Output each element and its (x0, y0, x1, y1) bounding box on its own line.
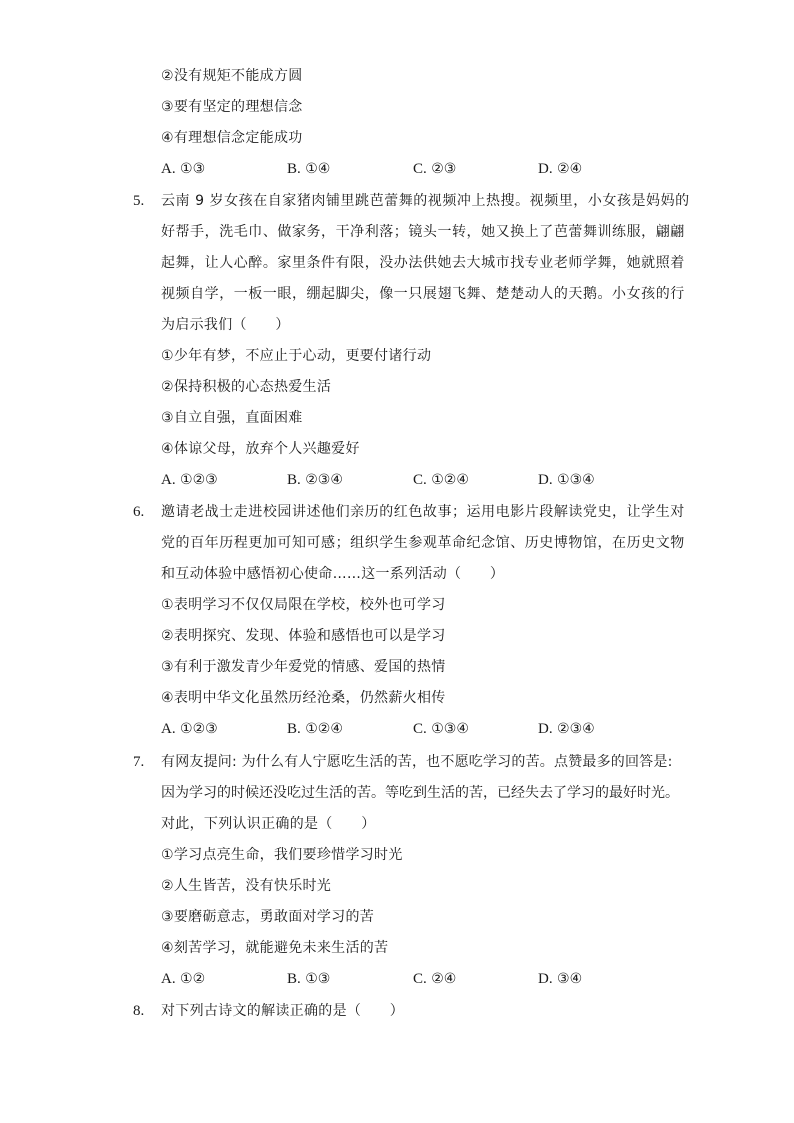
q6-options (161, 719, 641, 739)
q7-option-a[interactable]: A. ①② (161, 971, 206, 987)
q5-option-d[interactable]: D. ①③④ (538, 472, 595, 488)
q6-option-b[interactable]: B. ①②④ (287, 721, 343, 737)
q8-stem-line-1: 对下列古诗文的解读正确的是（ ） (161, 1003, 405, 1019)
q6-item-3: ③有利于激发青少年爱党的情感、爱国的热情 (161, 659, 446, 675)
q7-item-1: ①学习点亮生命，我们要珍惜学习时光 (161, 847, 403, 863)
q5-item-4: ④体谅父母，放弃个人兴趣爱好 (161, 441, 360, 457)
q7-option-d[interactable]: D. ③④ (538, 971, 583, 987)
q6-stem-line-1: 邀请老战士走进校园讲述他们亲历的红色故事；运用电影片段解读党史，让学生对 (161, 504, 685, 520)
q5-option-a[interactable]: A. ①②③ (161, 472, 218, 488)
q7-item-4: ④刻苦学习，就能避免未来生活的苦 (161, 940, 389, 956)
q6-option-d[interactable]: D. ②③④ (538, 721, 595, 737)
q7-number: 7. (133, 754, 145, 770)
q6-item-2: ②表明探究、发现、体验和感悟也可以是学习 (161, 628, 446, 644)
q6-option-c[interactable]: C. ①③④ (413, 721, 469, 737)
q5-stem-line-3: 起舞，让人心醉。家里条件有限，没办法供她去大城市找专业老师学舞，她就照着 (161, 255, 685, 271)
q5-stem-line-1: 云南 9 岁女孩在自家猪肉铺里跳芭蕾舞的视频冲上热搜。视频里，小女孩是妈妈的 (161, 193, 690, 209)
prev-option-d[interactable]: D. ②④ (538, 161, 583, 177)
prev-option-c[interactable]: C. ②③ (413, 161, 457, 177)
q6-item-4: ④表明中华文化虽然历经沧桑，仍然薪火相传 (161, 690, 446, 706)
prev-option-b[interactable]: B. ①④ (287, 161, 331, 177)
q5-stem-line-5: 为启示我们（ ） (161, 317, 290, 333)
q5-item-3: ③自立自强，直面困难 (161, 410, 303, 426)
prev-option-a[interactable]: A. ①③ (161, 161, 206, 177)
q5-option-b[interactable]: B. ②③④ (287, 472, 343, 488)
q7-options (161, 969, 641, 989)
q5-options (161, 470, 641, 490)
prev-options (161, 159, 641, 179)
prev-item-2: ②没有规矩不能成方圆 (161, 68, 303, 84)
q7-option-c[interactable]: C. ②④ (413, 971, 457, 987)
q6-option-a[interactable]: A. ①②③ (161, 721, 218, 737)
q5-number: 5. (133, 193, 145, 209)
q5-stem-line-2: 好帮手，洗毛巾、做家务，干净利落；镜头一转，她又换上了芭蕾舞训练服，翩翩 (161, 224, 685, 240)
q6-item-1: ①表明学习不仅仅局限在学校，校外也可学习 (161, 597, 446, 613)
q7-stem-line-3: 对此，下列认识正确的是（ ） (161, 816, 376, 832)
q5-stem-line-4: 视频自学，一板一眼，绷起脚尖，像一只展翅飞舞、楚楚动人的天鹅。小女孩的行 (161, 286, 685, 302)
q5-item-1: ①少年有梦，不应止于心动，更要付诸行动 (161, 348, 432, 364)
q6-number: 6. (133, 504, 145, 520)
q7-stem-line-2: 因为学习的时候还没吃过生活的苦。等吃到生活的苦，已经失去了学习的最好时光。 (161, 785, 679, 801)
q5-option-c[interactable]: C. ①②④ (413, 472, 469, 488)
q5-item-2: ②保持积极的心态热爱生活 (161, 379, 332, 395)
prev-item-3: ③要有坚定的理想信念 (161, 99, 303, 115)
prev-item-4: ④有理想信念定能成功 (161, 130, 303, 146)
q6-stem-line-3: 和互动体验中感悟初心使命……这一系列活动（ ） (161, 566, 505, 582)
q7-stem-line-1: 有网友提问: 为什么有人宁愿吃生活的苦，也不愿吃学习的苦。点赞最多的回答是: (161, 754, 673, 770)
q7-option-b[interactable]: B. ①③ (287, 971, 331, 987)
q7-item-3: ③要磨砺意志，勇敢面对学习的苦 (161, 909, 375, 925)
q8-number: 8. (133, 1003, 145, 1019)
q7-item-2: ②人生皆苦，没有快乐时光 (161, 878, 332, 894)
q6-stem-line-2: 党的百年历程更加可知可感；组织学生参观革命纪念馆、历史博物馆，在历史文物 (161, 535, 685, 551)
